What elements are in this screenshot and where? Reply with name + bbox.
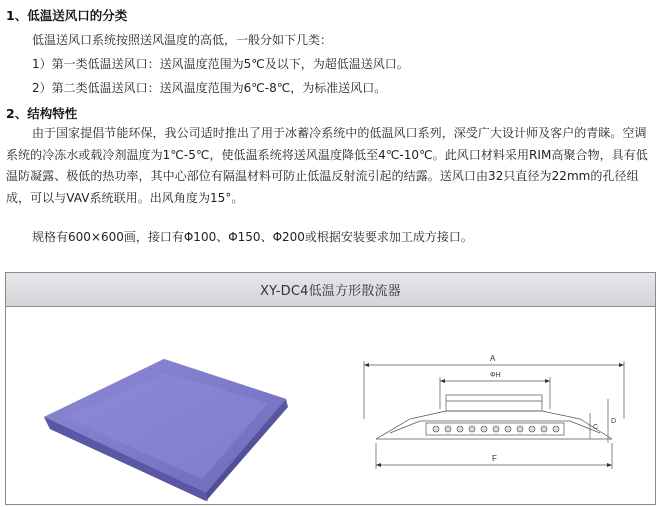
dim-d-label: D [611, 418, 617, 425]
product-body [6, 307, 655, 504]
diffuser-photo [36, 333, 294, 503]
section1-intro: 低温送风口系统按照送风温度的高低，一般分如下几类： [32, 33, 333, 47]
product-header [6, 273, 655, 307]
dim-c-label: C [593, 424, 599, 431]
dim-a-label: A [490, 354, 496, 363]
product-title: XY-DC4低温方形散流器 [260, 284, 401, 299]
section2-heading: 2、结构特性 [6, 106, 78, 121]
section1-heading: 1、低温送风口的分类 [6, 8, 128, 23]
section2-body: 由于国家提倡节能环保，我公司适时推出了用于冰蓄冷系统中的低温风口系列，深受广大设计师及客户的青睐。空调系统的冷冻水或载冷剂温度为1℃-5℃，使低温系统将送风温度降低至4℃-10℃。此风口材料采用RIM高聚合物，具有低温防凝露、极低的热功率，其中心部位有隔温材料可防止低温反射流引起的结露。送风口由32只直径为22mm的孔径组成，可以与VAV系统联用。出风角度为15°。 [6, 126, 648, 205]
diffuser-dimension-drawing [350, 347, 640, 487]
section1-item2: 2）第二类低温送风口：送风温度范围为6℃-8℃，为标准送风口。 [32, 81, 387, 95]
section2-spec: 规格有600×600画，接口有Φ100、Φ150、Φ200或根据安装要求加工成方接口。 [32, 230, 473, 244]
section1-item1: 1）第一类低温送风口：送风温度范围为5℃及以下，为超低温送风口。 [32, 57, 409, 71]
dim-f-label: F [492, 454, 497, 463]
product-panel [5, 272, 656, 505]
dim-phi-label: ΦH [490, 372, 501, 379]
